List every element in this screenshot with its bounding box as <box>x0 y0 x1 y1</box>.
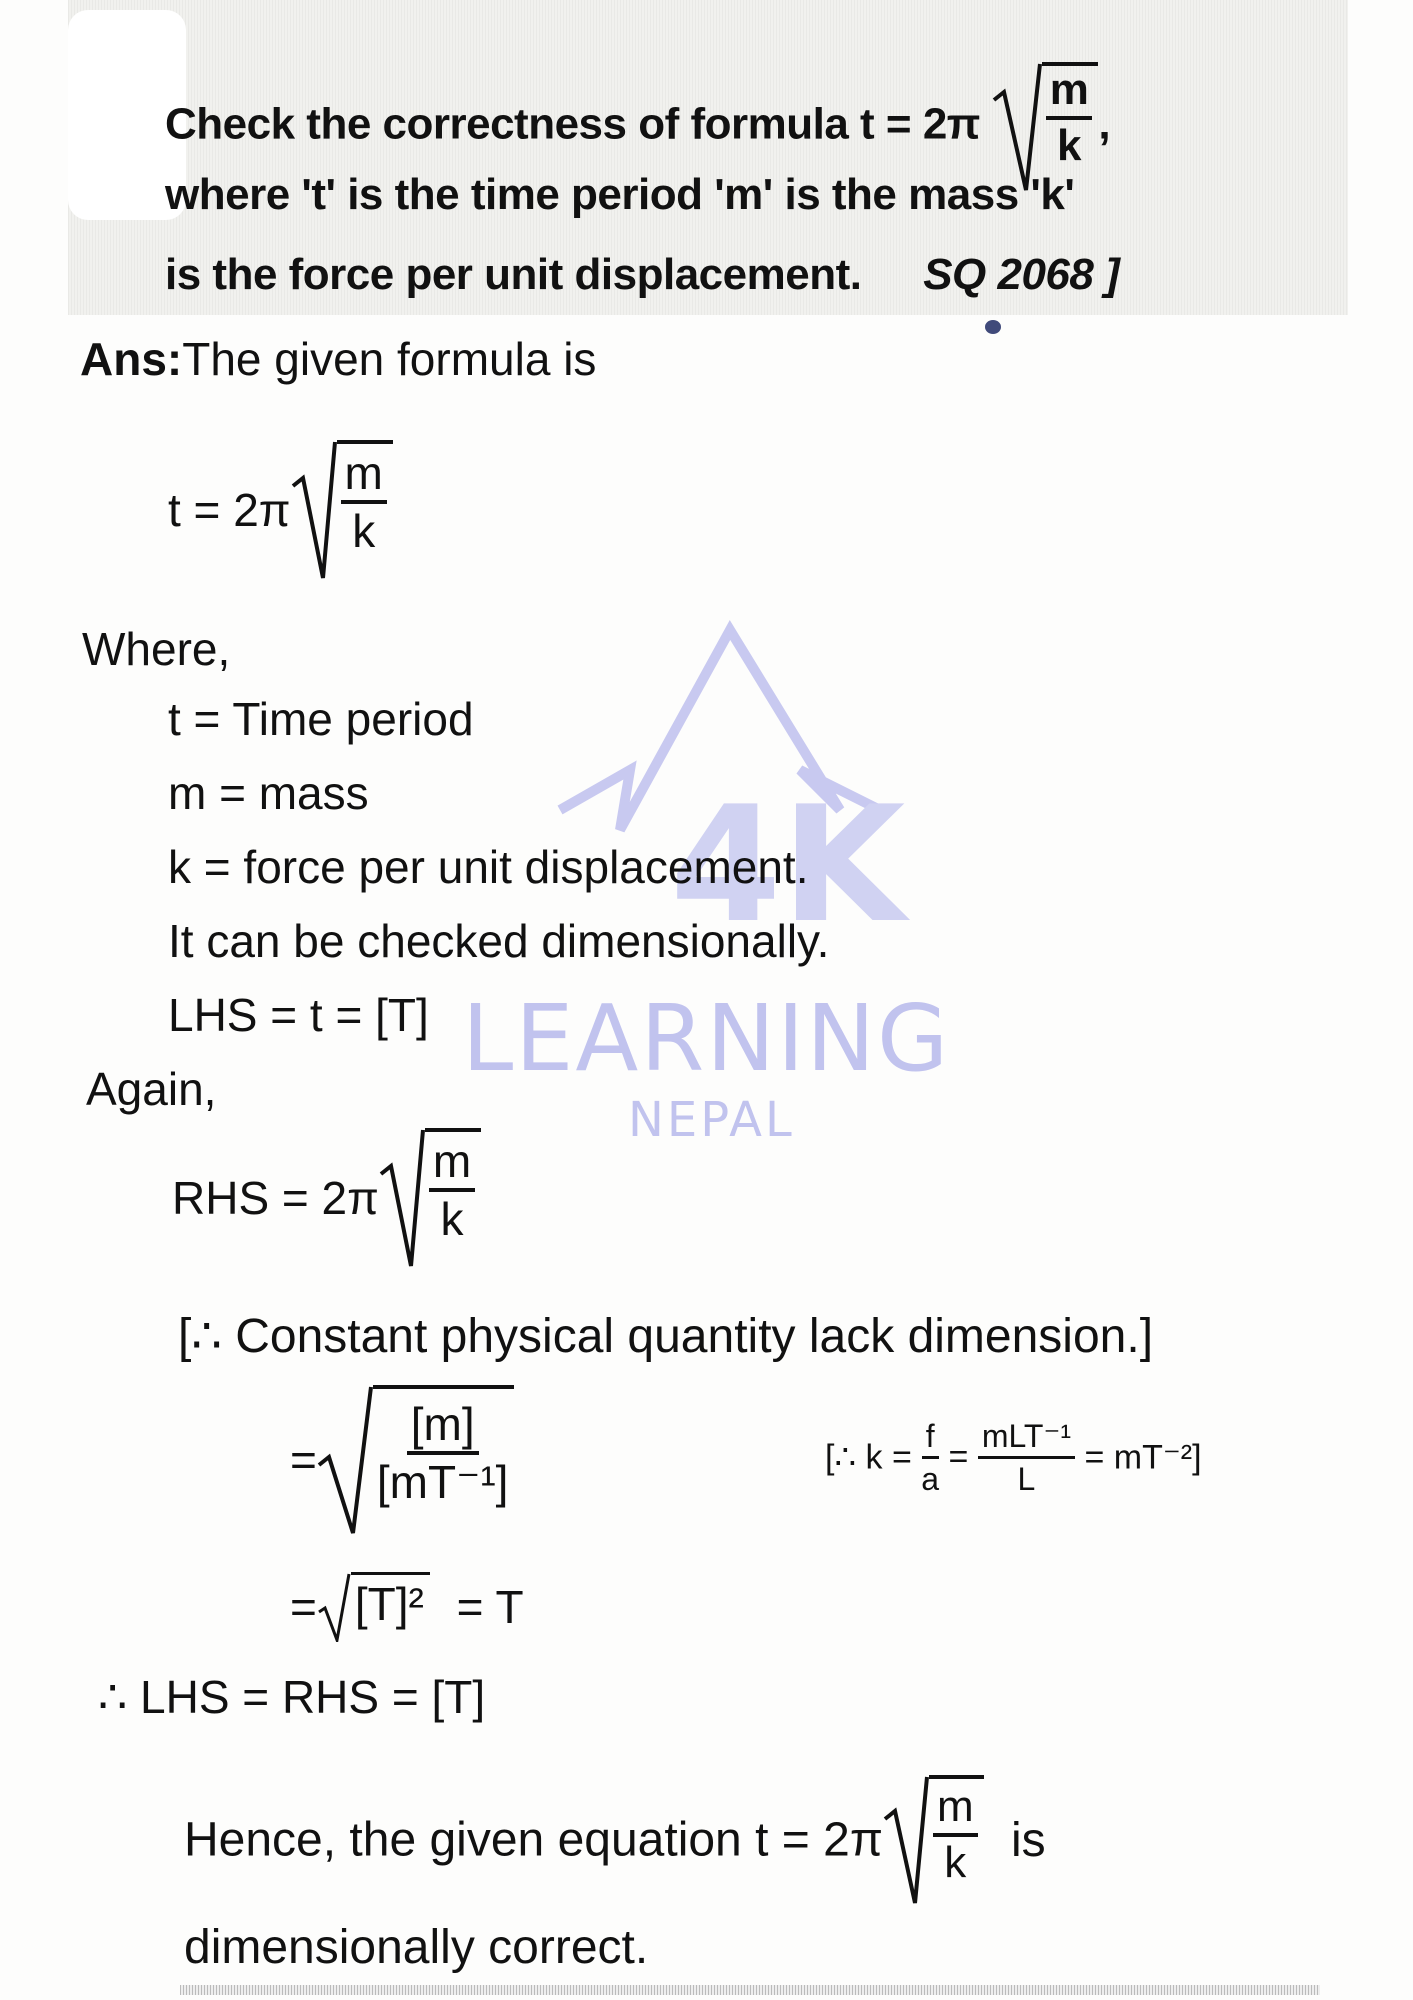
checked-dimensionally: It can be checked dimensionally. <box>168 915 830 967</box>
k-dimension-note: [∴ k = $\frac{f}{a}$ = $\frac{\text{mLT⁻¹}}{L}$ = mT⁻²] <box>825 1418 1202 1497</box>
question-line-1: Check the correctness of formula t = 2π $\frac{m}{k}$ , <box>165 62 1110 192</box>
question-source: SQ 2068 ] <box>923 250 1120 299</box>
def-k: k = force per unit displacement. <box>168 841 809 893</box>
constant-note: [∴ Constant physical quantity lack dimension.] <box>178 1310 1154 1363</box>
watermark-learning: LEARNING <box>462 985 951 1092</box>
question-line-3: is the force per unit displacement. SQ 2068 ] <box>165 250 1120 299</box>
answer-intro: Ans:The given formula is <box>80 333 597 385</box>
hence-statement: Hence, the given equation t = 2π $\frac{m}{k}$ is <box>184 1775 1046 1905</box>
question-formula-sqrt: $\frac{m}{k}$ <box>992 62 1099 192</box>
watermark-nepal: NEPAL <box>628 1092 795 1148</box>
where-label: Where, <box>82 623 231 675</box>
svg-text:4K: 4K <box>670 771 906 940</box>
ans-label: Ans: <box>80 333 183 385</box>
lhs-statement: LHS = t = [T] <box>168 989 429 1041</box>
conclusion-lhs-rhs: ∴ LHS = RHS = [T] <box>98 1671 486 1723</box>
page-edge-divider <box>180 1985 1320 1995</box>
again-label: Again, <box>86 1063 217 1115</box>
def-time: t = Time period <box>168 693 474 745</box>
step2-formula: = [T]² = T <box>290 1572 524 1642</box>
rhs-formula: RHS = 2π $\frac{m}{k}$ <box>172 1128 481 1268</box>
question-line-2: where 't' is the time period 'm' is the mass 'k' <box>165 170 1075 219</box>
formula-given: t = 2π $\frac{m}{k}$ <box>168 440 393 580</box>
step1-formula: = $\frac{[m]}{\text{[mT⁻¹]}}$ <box>290 1385 514 1535</box>
ink-dot <box>985 320 1001 334</box>
final-statement: dimensionally correct. <box>184 1921 649 1974</box>
def-mass: m = mass <box>168 767 369 819</box>
